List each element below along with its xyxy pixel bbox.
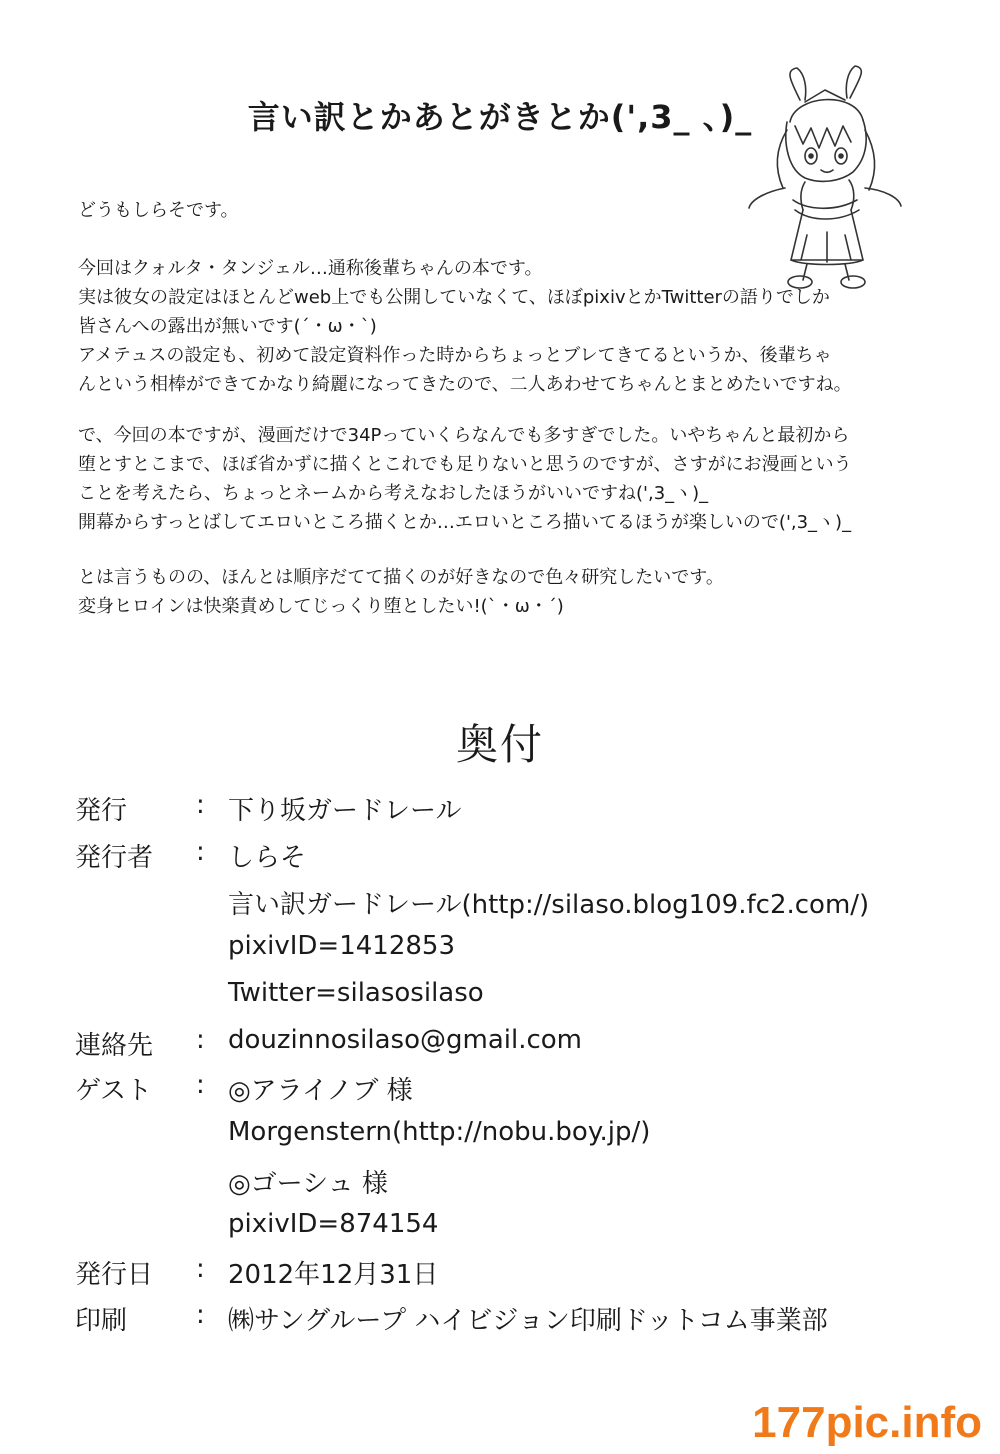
text-line: ことを考えたら、ちょっとネームから考えなおしたほうがいいですね(',3_ヽ)_ xyxy=(78,483,709,504)
colophon-label: 印刷 xyxy=(75,1306,128,1336)
afterword-paragraph-4 xyxy=(78,563,958,621)
text-line: どうもしらそです。 xyxy=(78,200,239,221)
colophon-label: 連絡先 xyxy=(75,1031,154,1061)
colophon-value: pixivID=874154 xyxy=(228,1209,439,1239)
text-line: 実は彼女の設定はほとんどweb上でも公開していなくて、ほぼpixivとかTwitterの語りでしか xyxy=(78,287,830,308)
colophon-label: 発行日 xyxy=(75,1260,154,1290)
text-line: んという相棒ができてかなり綺麗になってきたので、二人あわせてちゃんとまとめたいですね。 xyxy=(78,374,852,395)
colophon-value: しらそ xyxy=(228,843,307,873)
text-line: 開幕からすっとばしてエロいところ描くとか…エロいところ描いてるほうが楽しいので(',3_ヽ)_ xyxy=(78,512,852,533)
colophon-value: Twitter=silasosilaso xyxy=(228,978,484,1008)
colophon-row-author xyxy=(0,837,1000,883)
colophon-colon: : xyxy=(196,1254,205,1284)
colophon-colon: : xyxy=(196,1300,205,1330)
colophon-value: ◎ゴーシュ 様 xyxy=(228,1169,388,1199)
colophon-label: ゲスト xyxy=(75,1076,152,1106)
afterword-paragraph-3 xyxy=(78,421,958,537)
colophon-row-twitter xyxy=(0,978,1000,1024)
text-line: 変身ヒロインは快楽責めしてじっくり堕としたい!(`・ω・´) xyxy=(78,596,564,617)
afterword-title: 言い訳とかあとがきとか(',3_ 、)_ xyxy=(247,98,753,136)
colophon-value: Morgenstern(http://nobu.boy.jp/) xyxy=(228,1117,651,1147)
site-watermark: 177pic.info xyxy=(752,1398,982,1447)
text-line: 今回はクォルタ・タンジェル…通称後輩ちゃんの本です。 xyxy=(78,258,543,279)
colophon-row-guest xyxy=(0,1070,1000,1116)
colophon-value: 2012年12月31日 xyxy=(228,1260,439,1290)
colophon-row-guest-site xyxy=(0,1117,1000,1163)
colophon-label: 発行 xyxy=(75,796,128,826)
colophon-colon: : xyxy=(196,1025,205,1055)
colophon-value: pixivID=1412853 xyxy=(228,931,455,961)
colophon-row-pixiv xyxy=(0,931,1000,977)
colophon-row-contact xyxy=(0,1025,1000,1071)
text-line: で、今回の本ですが、漫画だけで34Pっていくらなんでも多すぎでした。いやちゃんと最初から xyxy=(78,425,850,446)
colophon-colon: : xyxy=(196,837,205,867)
colophon-row-blog xyxy=(0,884,1000,930)
colophon-colon: : xyxy=(196,1070,205,1100)
text-line: とは言うものの、ほんとは順序だてて描くのが好きなので色々研究したいです。 xyxy=(78,567,724,588)
colophon-row-printer xyxy=(0,1300,1000,1346)
colophon-value: 下り坂ガードレール xyxy=(228,796,462,826)
colophon-value: ◎アライノブ 様 xyxy=(228,1076,413,1106)
colophon-row-guest-2 xyxy=(0,1163,1000,1209)
colophon-row-publisher xyxy=(0,790,1000,836)
colophon-value: 言い訳ガードレール(http://silaso.blog109.fc2.com/) xyxy=(228,890,870,920)
colophon-colon: : xyxy=(196,790,205,820)
colophon-label: 発行者 xyxy=(75,843,154,873)
colophon-row-date xyxy=(0,1254,1000,1300)
colophon-value: douzinnosilaso@gmail.com xyxy=(228,1025,583,1055)
afterword-paragraph-1 xyxy=(78,196,958,225)
afterword-paragraph-2 xyxy=(78,254,958,399)
colophon-title: 奥付 xyxy=(455,720,544,769)
text-line: 堕とすとこまで、ほぼ省かずに描くとこれでも足りないと思うのですが、さすがにお漫画という xyxy=(78,454,852,475)
text-line: 皆さんへの露出が無いです(´・ω・`) xyxy=(78,316,377,337)
colophon-row-guest-2-pixiv xyxy=(0,1209,1000,1255)
colophon-value: ㈱サングループ ハイビジョン印刷ドットコム事業部 xyxy=(228,1306,828,1336)
text-line: アメテュスの設定も、初めて設定資料作った時からちょっとブレてきてるというか、後輩ちゃ xyxy=(78,345,832,366)
